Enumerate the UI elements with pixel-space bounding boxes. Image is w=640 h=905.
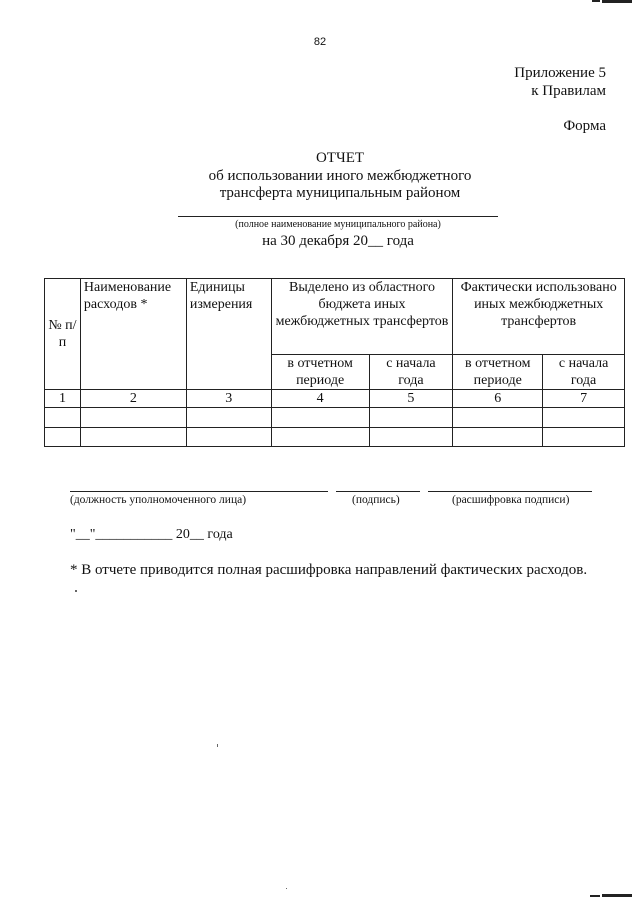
subheader-allocated-year: с начала года xyxy=(369,355,453,390)
district-name-line xyxy=(178,216,498,217)
decode-signature-line xyxy=(428,491,592,492)
report-subtitle-1: об использовании иного межбюджетного xyxy=(208,168,472,184)
table-cell[interactable] xyxy=(45,408,81,428)
header-expense-name: Наименование расходов * xyxy=(80,279,186,390)
table-cell[interactable] xyxy=(453,408,543,428)
table-cell[interactable] xyxy=(369,428,453,447)
table-cell: 2 xyxy=(80,390,186,408)
header-used: Фактически использовано иных межбюджетных трансфертов xyxy=(453,279,625,355)
table-cell: 7 xyxy=(543,390,625,408)
table-cell[interactable] xyxy=(186,408,271,428)
table-cell: 3 xyxy=(186,390,271,408)
table-row xyxy=(45,428,625,447)
table-cell: 1 xyxy=(45,390,81,408)
table-cell[interactable] xyxy=(369,408,453,428)
table-index-row xyxy=(45,390,625,408)
table-cell[interactable] xyxy=(543,408,625,428)
district-name-caption: (полное наименование муниципального района) xyxy=(235,219,441,230)
report-date: на 30 декабря 20__ года xyxy=(262,233,414,249)
position-signature-line xyxy=(70,491,328,492)
sign-signature-line xyxy=(336,491,420,492)
footnote: * В отчете приводится полная расшифровка направлений фактических расходов. xyxy=(70,562,588,578)
appendix-line-2: к Правилам xyxy=(531,83,606,99)
table-cell[interactable] xyxy=(543,428,625,447)
position-caption: (должность уполномоченного лица) xyxy=(70,494,247,506)
subheader-used-year: с начала года xyxy=(543,355,625,390)
scan-mark xyxy=(602,0,632,3)
signature-date: "__"___________ 20__ года xyxy=(70,527,233,542)
report-table xyxy=(44,278,625,447)
appendix-header xyxy=(514,64,606,100)
subheader-allocated-period: в отчетном периоде xyxy=(271,355,369,390)
table-cell: 5 xyxy=(369,390,453,408)
table-cell[interactable] xyxy=(80,408,186,428)
table-cell[interactable] xyxy=(271,408,369,428)
sign-caption: (подпись) xyxy=(352,494,400,506)
table-cell: 6 xyxy=(453,390,543,408)
page-number: 82 xyxy=(313,36,327,48)
scan-speck xyxy=(217,744,218,747)
report-subtitle-2: трансферта муниципальным районом xyxy=(219,185,461,201)
table-row xyxy=(45,408,625,428)
table-cell[interactable] xyxy=(186,428,271,447)
header-units: Единицы измерения xyxy=(186,279,271,390)
scan-speck xyxy=(286,888,287,889)
header-allocated: Выделено из областного бюджета иных межбюджетных трансфертов xyxy=(271,279,453,355)
scan-mark xyxy=(602,894,632,897)
table-cell[interactable] xyxy=(45,428,81,447)
table-cell[interactable] xyxy=(80,428,186,447)
subheader-used-period: в отчетном периоде xyxy=(453,355,543,390)
scan-mark xyxy=(590,895,600,897)
appendix-line-1: Приложение 5 xyxy=(514,65,606,81)
report-title: ОТЧЕТ xyxy=(315,150,365,166)
scan-speck xyxy=(75,590,77,592)
decode-caption: (расшифровка подписи) xyxy=(452,494,570,506)
table-cell[interactable] xyxy=(271,428,369,447)
table-cell: 4 xyxy=(271,390,369,408)
table-cell[interactable] xyxy=(453,428,543,447)
form-label: Форма xyxy=(563,118,606,134)
header-num: № п/п xyxy=(45,279,81,390)
scan-mark xyxy=(592,0,600,2)
